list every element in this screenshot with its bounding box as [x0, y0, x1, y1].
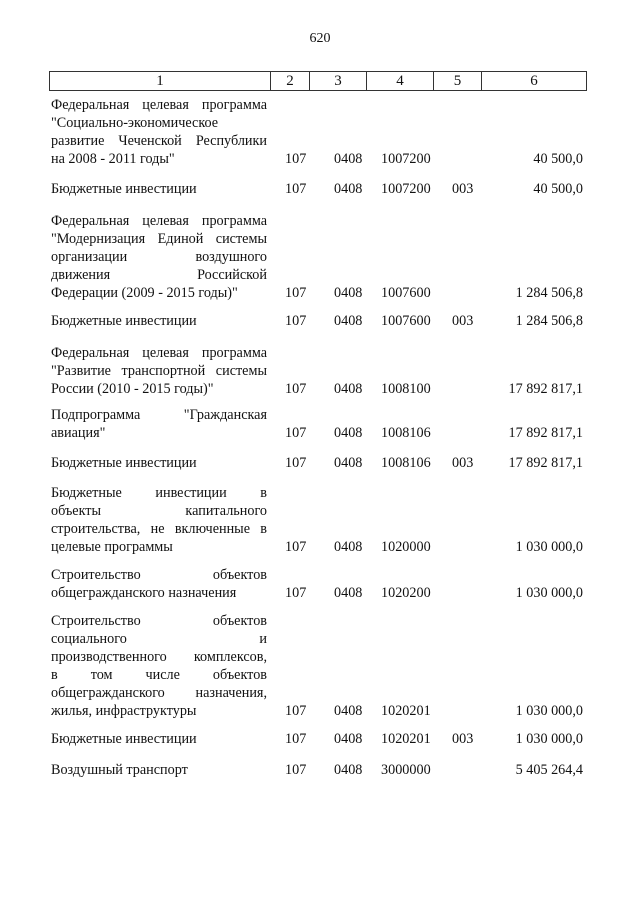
cell-col6-amount: 40 500,0: [533, 181, 583, 197]
cell-col2: 107: [285, 313, 307, 329]
description-line: Федеральная целевая программа: [51, 345, 267, 361]
cell-col5: 003: [452, 181, 474, 197]
cell-col3: 0408: [334, 181, 363, 197]
row-description: [51, 312, 267, 330]
cell-col6-amount: 17 892 817,1: [508, 381, 583, 397]
cell-col6-amount: 1 284 506,8: [515, 313, 583, 329]
cell-col3: 0408: [334, 285, 363, 301]
cell-col2: 107: [285, 703, 307, 719]
description-line: Воздушный транспорт: [51, 762, 188, 778]
description-line: социального и: [51, 631, 267, 647]
cell-col2: 107: [285, 151, 307, 167]
description-line: авиация": [51, 425, 106, 441]
row-description: [51, 612, 267, 720]
column-header-row: [50, 72, 587, 91]
cell-col2: 107: [285, 181, 307, 197]
row-description: [51, 96, 267, 168]
description-line: "Социально-экономическое: [51, 115, 219, 131]
row-description: [51, 454, 267, 472]
description-line: развитие Чеченской Республики: [51, 133, 267, 149]
cell-col4: 1020200: [381, 585, 431, 601]
cell-col4: 1020201: [381, 731, 431, 747]
column-header-table: [49, 71, 587, 91]
row-description: [51, 406, 267, 442]
cell-col4: 1008106: [381, 425, 431, 441]
cell-col4: 1007200: [381, 151, 431, 167]
cell-col6-amount: 1 030 000,0: [515, 731, 583, 747]
cell-col6-amount: 1 030 000,0: [515, 585, 583, 601]
row-description: [51, 566, 267, 602]
description-line: объекты капитального: [51, 503, 267, 519]
description-line: Строительство объектов: [51, 613, 267, 629]
row-description: [51, 180, 267, 198]
row-description: [51, 761, 267, 779]
description-line: Федеральная целевая программа: [51, 213, 267, 229]
cell-col2: 107: [285, 285, 307, 301]
row-description: [51, 484, 267, 556]
description-line: "Развитие транспортной системы: [51, 363, 267, 379]
cell-col4: 3000000: [381, 762, 431, 778]
cell-col6-amount: 5 405 264,4: [515, 762, 583, 778]
column-header-6: 6: [482, 72, 587, 91]
description-line: Бюджетные инвестиции: [51, 181, 197, 197]
description-line: Бюджетные инвестиции: [51, 455, 197, 471]
column-header-5: 5: [434, 72, 482, 91]
description-line: Бюджетные инвестиции: [51, 731, 197, 747]
description-line: организации воздушного: [51, 249, 267, 265]
cell-col3: 0408: [334, 762, 363, 778]
description-line: в том числе объектов: [51, 667, 267, 683]
cell-col4: 1007200: [381, 181, 431, 197]
description-line: Федеральная целевая программа: [51, 97, 267, 113]
cell-col6-amount: 17 892 817,1: [508, 455, 583, 471]
cell-col4: 1007600: [381, 313, 431, 329]
cell-col3: 0408: [334, 703, 363, 719]
cell-col2: 107: [285, 762, 307, 778]
cell-col3: 0408: [334, 151, 363, 167]
column-header-3: 3: [310, 72, 367, 91]
description-line: производственного комплексов,: [51, 649, 267, 665]
column-header-4: 4: [367, 72, 434, 91]
description-line: общегражданского назначения: [51, 585, 237, 601]
description-line: жилья, инфраструктуры: [51, 703, 197, 719]
cell-col2: 107: [285, 425, 307, 441]
cell-col4: 1008106: [381, 455, 431, 471]
cell-col3: 0408: [334, 313, 363, 329]
description-line: Подпрограмма "Гражданская: [51, 407, 267, 423]
page-number: 620: [309, 31, 331, 46]
description-line: России (2010 - 2015 годы)": [51, 381, 214, 397]
cell-col4: 1008100: [381, 381, 431, 397]
cell-col2: 107: [285, 731, 307, 747]
cell-col6-amount: 1 284 506,8: [515, 285, 583, 301]
cell-col3: 0408: [334, 381, 363, 397]
cell-col5: 003: [452, 455, 474, 471]
description-line: движения Российской: [51, 267, 267, 283]
cell-col5: 003: [452, 731, 474, 747]
description-line: общегражданского назначения,: [51, 685, 267, 701]
description-line: целевые программы: [51, 539, 173, 555]
cell-col4: 1007600: [381, 285, 431, 301]
cell-col2: 107: [285, 381, 307, 397]
row-description: [51, 730, 267, 748]
column-header-2: 2: [271, 72, 310, 91]
cell-col2: 107: [285, 539, 307, 555]
cell-col6-amount: 1 030 000,0: [515, 539, 583, 555]
cell-col2: 107: [285, 585, 307, 601]
cell-col3: 0408: [334, 731, 363, 747]
row-description: [51, 344, 267, 398]
cell-col6-amount: 17 892 817,1: [508, 425, 583, 441]
cell-col4: 1020000: [381, 539, 431, 555]
cell-col3: 0408: [334, 539, 363, 555]
description-line: на 2008 - 2011 годы": [51, 151, 175, 167]
description-line: строительства, не включенные в: [51, 521, 267, 537]
cell-col3: 0408: [334, 585, 363, 601]
cell-col6-amount: 40 500,0: [533, 151, 583, 167]
description-line: Бюджетные инвестиции: [51, 313, 197, 329]
description-line: Строительство объектов: [51, 567, 267, 583]
cell-col4: 1020201: [381, 703, 431, 719]
cell-col5: 003: [452, 313, 474, 329]
description-line: "Модернизация Единой системы: [51, 231, 267, 247]
cell-col6-amount: 1 030 000,0: [515, 703, 583, 719]
row-description: [51, 212, 267, 302]
cell-col3: 0408: [334, 455, 363, 471]
cell-col2: 107: [285, 455, 307, 471]
description-line: Федерации (2009 - 2015 годы)": [51, 285, 238, 301]
column-header-1: 1: [50, 72, 271, 91]
cell-col3: 0408: [334, 425, 363, 441]
description-line: Бюджетные инвестиции в: [51, 485, 267, 501]
